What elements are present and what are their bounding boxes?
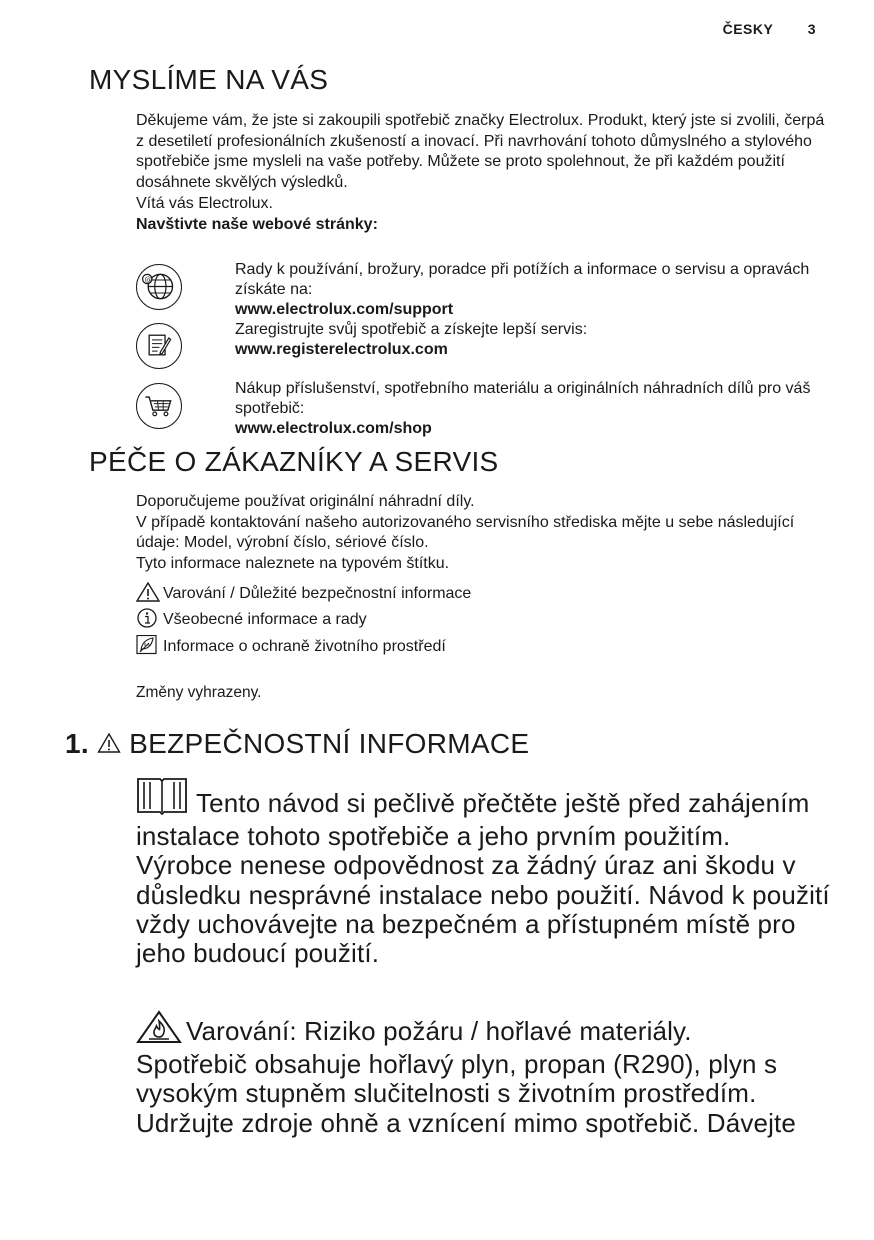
welcome-line: Vítá vás Electrolux. bbox=[136, 194, 273, 212]
legend-warning bbox=[136, 582, 471, 604]
register-link-row bbox=[136, 321, 826, 384]
support-description: Rady k používání, brožury, poradce při potížích a informace o servisu a opravách získáte na: bbox=[235, 261, 810, 298]
legend-info-text: Všeobecné informace a rady bbox=[163, 611, 367, 628]
safety-title: BEZPEČNOSTNÍ INFORMACE bbox=[129, 728, 530, 759]
shop-description: Nákup příslušenství, spotřebního materiálu a originálních náhradních dílů pro váš spotřebič: bbox=[235, 380, 811, 417]
warning-triangle-icon bbox=[136, 582, 160, 602]
fire-text: Spotřebič obsahuje hořlavý plyn, propan (R290), plyn s vysokým stupněm slučitelnosti s životním prostředím. Udržujte zdroje ohně a vznícení mimo spotřebič. Dávejte bbox=[136, 1049, 797, 1138]
care-line-2: V případě kontaktování našeho autorizovaného servisního střediska mějte u sebe následující údaje: Model, výrobní číslo, sériové číslo. bbox=[136, 513, 795, 552]
cart-icon bbox=[136, 383, 182, 429]
care-line-3: Tyto informace naleznete na typovém štítku. bbox=[136, 555, 450, 573]
page-number: 3 bbox=[807, 21, 816, 37]
register-url-link[interactable]: www.registerelectrolux.com bbox=[235, 340, 448, 358]
changes-note: Změny vyhrazeny. bbox=[136, 684, 262, 701]
intro-paragraph: Děkujeme vám, že jste si zakoupili spotřebič značky Electrolux. Produkt, který jste si zvolili, čerpá z desetiletí profesionálních zkušeností a inovací. Při navrhování tohoto důmyslného a stylového spotřebiče jsme mysleli na vaše potřeby. Můžete se proto spolehnout, že při každém použití dosáhnete skvělých výsledků. bbox=[136, 112, 825, 192]
shop-link-text bbox=[235, 379, 825, 438]
running-header bbox=[723, 21, 816, 37]
support-link-row bbox=[136, 261, 826, 324]
fire-warning-title: Varování: Riziko požáru / hořlavé materiály. bbox=[186, 1016, 692, 1046]
shop-link-row bbox=[136, 380, 826, 443]
safety-section-heading bbox=[65, 728, 529, 760]
manual-notice bbox=[136, 776, 836, 968]
svg-text:@: @ bbox=[144, 274, 152, 284]
section-warning-icon bbox=[97, 728, 129, 759]
care-title: PÉČE O ZÁKAZNÍKY A SERVIS bbox=[89, 446, 499, 477]
care-text-block bbox=[136, 492, 826, 575]
intro-text-block bbox=[136, 111, 826, 235]
visit-label: Navštivte naše webové stránky: bbox=[136, 215, 378, 233]
legend-environment bbox=[136, 635, 446, 657]
care-line-1: Doporučujeme používat originální náhradní díly. bbox=[136, 493, 475, 510]
leaf-icon bbox=[136, 635, 160, 655]
support-url-link[interactable]: www.electrolux.com/support bbox=[235, 300, 454, 318]
shop-url-link[interactable]: www.electrolux.com/shop bbox=[235, 419, 432, 437]
language-label: ČESKY bbox=[722, 21, 774, 37]
legend-info bbox=[136, 608, 367, 630]
info-icon bbox=[136, 608, 160, 628]
intro-title: MYSLÍME NA VÁS bbox=[89, 64, 329, 95]
register-link-text bbox=[235, 320, 825, 360]
section-number: 1. bbox=[65, 728, 89, 759]
register-icon bbox=[136, 323, 182, 369]
legend-environment-text: Informace o ochraně životního prostředí bbox=[163, 638, 446, 655]
register-description: Zaregistrujte svůj spotřebič a získejte lepší servis: bbox=[235, 321, 588, 338]
manual-text: Tento návod si pečlivě přečtěte ještě před zahájením instalace tohoto spotřebiče a jeho prvním použitím. bbox=[136, 788, 810, 852]
globe-icon bbox=[136, 264, 182, 310]
book-icon bbox=[136, 776, 188, 822]
legend-warning-text: Varování / Důležité bezpečnostní informace bbox=[163, 585, 472, 602]
fire-warning-block bbox=[136, 1010, 836, 1138]
flammable-warning-icon bbox=[136, 1010, 182, 1050]
support-link-text bbox=[235, 260, 825, 319]
liability-text: Výrobce nenese odpovědnost za žádný úraz ani škodu v důsledku nesprávné instalace nebo použití. Návod k použití vždy uchovávejte na bezpečném a přístupném místě pro jeho budoucí použití. bbox=[136, 850, 830, 969]
